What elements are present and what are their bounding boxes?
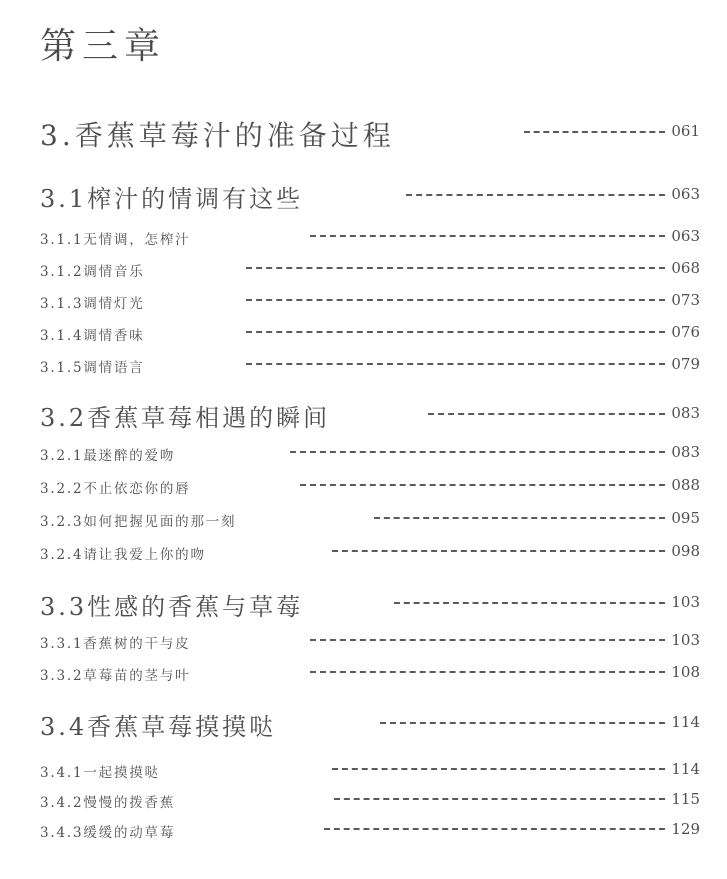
toc-entry-3-4 [0,707,727,741]
toc-entry-label: 3.1.1无情调，怎榨汁 [40,232,191,248]
toc-entry-page: 114 [671,713,700,731]
toc-entry-label: 3.2.2不止依恋你的唇 [40,481,191,497]
dot-leader [332,550,665,552]
toc-entry-3-2-2 [0,469,727,499]
toc-entry-page: 079 [671,355,700,373]
toc-entry-label: 3.1榨汁的情调有这些 [40,185,304,213]
toc-entry-3-1-1 [0,220,727,250]
toc-entry-label: 3.1.4调情香味 [40,328,145,344]
toc-entry-label: 3.4.3缓缓的动草莓 [40,825,176,841]
dot-leader [332,768,665,770]
dot-leader [310,671,665,673]
toc-entry-label: 3.2香蕉草莓相遇的瞬间 [40,404,331,432]
toc-entry-3-4-3 [0,813,727,843]
toc-entry-label: 3.香蕉草莓汁的准备过程 [40,119,395,152]
dot-leader [334,798,665,800]
toc-entry-label: 3.2.3如何把握见面的那一刻 [40,514,237,530]
toc-entry-page: 088 [671,476,700,494]
toc-entry-3-2 [0,398,727,432]
toc-entry-page: 129 [671,820,700,838]
toc-entry-page: 083 [671,443,700,461]
toc-entry-3-1-3 [0,284,727,314]
dot-leader [290,451,665,453]
toc-entry-label: 3.3性感的香蕉与草莓 [40,593,304,621]
toc-entry-page: 083 [671,404,700,422]
toc-entry-page: 076 [671,323,700,341]
toc-entry-label: 3.3.1香蕉树的干与皮 [40,636,191,652]
toc-entry-3-3-2 [0,656,727,686]
dot-leader [246,363,665,365]
toc-entry-3-2-1 [0,436,727,466]
toc-entry-page: 061 [671,122,700,140]
toc-entry-3-1 [0,179,727,213]
toc-entry-3-2-4 [0,535,727,565]
dot-leader [324,828,665,830]
toc-entry-page: 063 [671,227,700,245]
toc-entry-label: 3.3.2草莓苗的茎与叶 [40,668,191,684]
toc-entry-page: 095 [671,509,700,527]
toc-entry-label: 3.4.1一起摸摸哒 [40,765,160,781]
dot-leader [310,639,665,641]
dot-leader [310,235,665,237]
toc-entry-label: 3.1.3调情灯光 [40,296,145,312]
dot-leader [246,267,665,269]
toc-entry-3-2-3 [0,502,727,532]
toc-entry-3 [0,116,727,152]
dot-leader [374,517,665,519]
dot-leader [524,131,665,133]
toc-entry-page: 108 [671,663,700,681]
toc-entry-page: 063 [671,185,700,203]
toc-entry-page: 068 [671,259,700,277]
dot-leader [394,602,665,604]
toc-entry-3-1-4 [0,316,727,346]
toc-entry-label: 3.4香蕉草莓摸摸哒 [40,713,277,741]
toc-entry-3-4-2 [0,783,727,813]
toc-entry-page: 103 [671,593,700,611]
toc-entry-page: 098 [671,542,700,560]
toc-entry-label: 3.2.1最迷醉的爱吻 [40,448,176,464]
toc-entry-3-3-1 [0,624,727,654]
dot-leader [406,194,665,196]
toc-entry-label: 3.2.4请让我爱上你的吻 [40,547,206,563]
dot-leader [246,299,665,301]
toc-entry-page: 115 [671,790,700,808]
chapter-title: 第三章 [40,26,167,67]
dot-leader [300,484,665,486]
toc-entry-page: 103 [671,631,700,649]
toc-entry-label: 3.1.2调情音乐 [40,264,145,280]
toc-entry-page: 114 [671,760,700,778]
toc-entry-page: 073 [671,291,700,309]
toc-entry-3-1-2 [0,252,727,282]
toc-entry-3-3 [0,587,727,621]
toc-entry-3-1-5 [0,348,727,378]
dot-leader [428,413,665,415]
dot-leader [246,331,665,333]
toc-entry-label: 3.1.5调情语言 [40,360,145,376]
toc-entry-3-4-1 [0,753,727,783]
toc-entry-label: 3.4.2慢慢的拨香蕉 [40,795,176,811]
dot-leader [380,722,665,724]
